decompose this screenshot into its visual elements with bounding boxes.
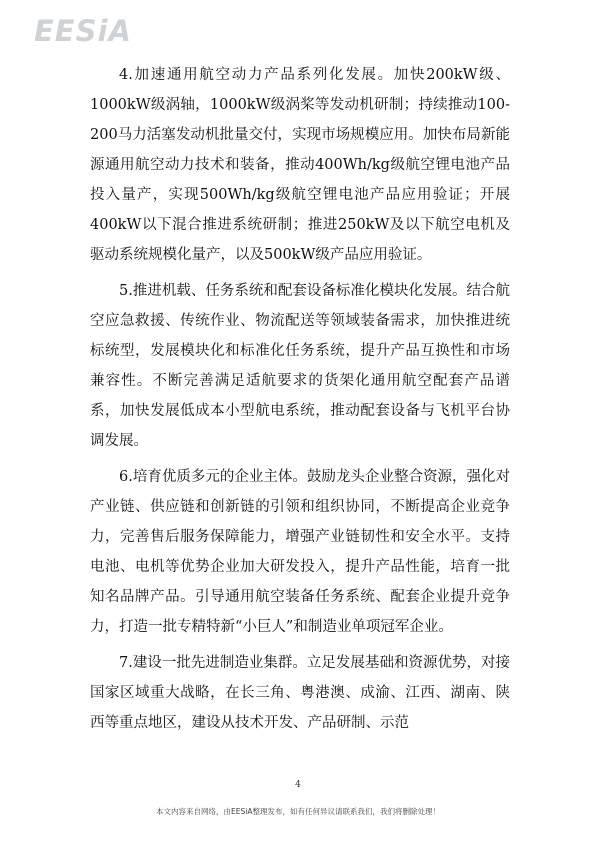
eesia-logo: EESiA [34, 14, 132, 48]
paragraph-5: 5.推进机载、任务系统和配套设备标准化模块化发展。结合航空应急救援、传统作业、物流配送等领域装备需求，加快推进统标统型，发展模块化和标准化任务系统，提升产品互换性和市场兼容性。不断完善满足适航要求的货架化通用航空配套产品谱系，加快发展低成本小型航电系统，推动配套设备与飞机平台协调发展。 [90, 283, 510, 449]
document-body [90, 60, 510, 744]
paragraph-7: 7.建设一批先进制造业集群。立足发展基础和资源优势，对接国家区域重大战略，在长三角、粤港澳、成渝、江西、湖南、陕西等重点地区，建设从技术开发、产品研制、示范 [90, 655, 510, 731]
paragraph-4: 4.加速通用航空动力产品系列化发展。加快200kW级、1000kW级涡轴，1000kW级涡桨等发动机研制；持续推动100-200马力活塞发动机批量交付，实现市场规模应用。加快布局新能源通用航空动力技术和装备，推动400Wh/kg级航空锂电池产品投入量产，实现500Wh/kg级航空锂电池产品应用验证；开展400kW以下混合推进系统研制；推进250kW及以下航空电机及驱动系统规模化量产，以及500kW级产品应用验证。 [90, 67, 510, 263]
footer-disclaimer: 本文内容来自网络，由EESiA整理发布，如有任何异议请联系我们，我们将删除处理！ [156, 807, 440, 816]
paragraph-6: 6.培育优质多元的企业主体。鼓励龙头企业整合资源，强化对产业链、供应链和创新链的引领和组织协同，不断提高企业竞争力，完善售后服务保障能力，增强产业链韧性和安全水平。支持电池、电机等优势企业加大研发投入，提升产品性能，培育一批知名品牌产品。引导通用航空装备任务系统、配套企业提升竞争力，打造一批专精特新“小巨人”和制造业单项冠军企业。 [90, 469, 510, 635]
page-number: 4 [295, 780, 301, 790]
